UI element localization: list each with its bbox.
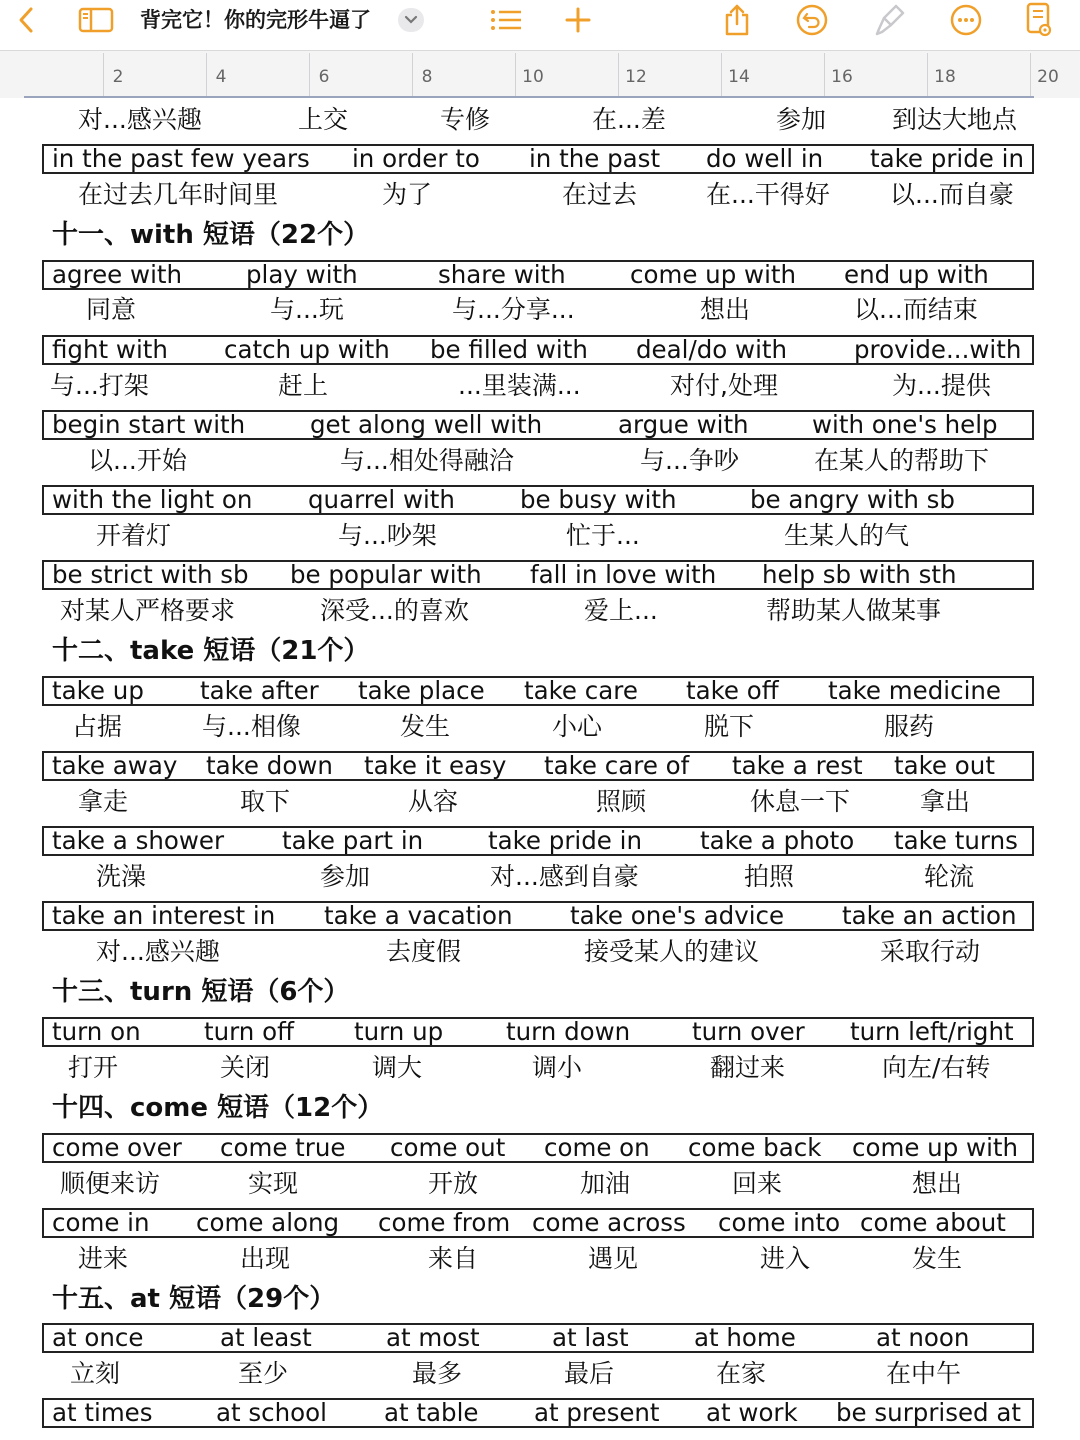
english-phrase: begin start with — [52, 410, 246, 439]
phrase-row-chinese — [42, 934, 1034, 964]
ruler-label: 20 — [1037, 67, 1059, 87]
chinese-meaning: 专修 — [440, 105, 491, 134]
english-phrase: come along — [196, 1208, 340, 1237]
chinese-meaning: 为了 — [382, 180, 433, 209]
chinese-meaning: 以...而结束 — [854, 295, 978, 324]
chinese-meaning: 出现 — [240, 1244, 291, 1273]
chinese-meaning: 对...感兴趣 — [96, 937, 220, 966]
english-phrase: in the past — [529, 144, 661, 173]
chinese-meaning: 拍照 — [744, 862, 795, 891]
english-phrase: at most — [386, 1323, 480, 1352]
english-phrase: at once — [52, 1323, 144, 1352]
phrase-row-english — [42, 1017, 1034, 1047]
english-phrase: in the past few years — [52, 144, 310, 173]
english-phrase: come from — [378, 1208, 511, 1237]
ruler-label: 6 — [318, 67, 330, 87]
chinese-meaning: 同意 — [86, 295, 137, 324]
phrase-row-english — [42, 260, 1034, 290]
english-phrase: fall in love with — [530, 560, 717, 589]
chinese-meaning: 与...相像 — [202, 712, 301, 741]
english-phrase: take an interest in — [52, 901, 276, 930]
english-phrase: get along well with — [310, 410, 543, 439]
ruler-tick — [721, 53, 722, 97]
english-phrase: at least — [220, 1323, 312, 1352]
english-phrase: take a rest — [732, 751, 863, 780]
chinese-meaning: 照顾 — [596, 787, 647, 816]
english-phrase: take a shower — [52, 826, 225, 855]
english-phrase: with the light on — [52, 485, 253, 514]
section-heading: 十五、at 短语（29个） — [52, 1284, 336, 1314]
document-title[interactable]: 背完它！你的完形牛逼了 — [140, 8, 371, 32]
chinese-meaning: 服药 — [884, 712, 935, 741]
chinese-meaning: 关闭 — [220, 1053, 271, 1082]
english-phrase: take away — [52, 751, 178, 780]
chinese-meaning: 来自 — [428, 1244, 479, 1273]
chinese-meaning: 开着灯 — [96, 521, 172, 550]
english-phrase: at present — [534, 1398, 660, 1427]
chinese-meaning: 在过去几年时间里 — [78, 180, 279, 209]
phrase-row-english — [42, 410, 1034, 440]
phrase-row-english — [42, 335, 1034, 365]
english-phrase: deal/do with — [636, 335, 788, 364]
ruler-tick — [1030, 53, 1031, 97]
english-phrase: be filled with — [430, 335, 588, 364]
phrase-row-english — [42, 1133, 1034, 1163]
chinese-meaning: 在中午 — [886, 1359, 962, 1388]
chinese-meaning: 到达大地点 — [892, 105, 1018, 134]
english-phrase: come on — [544, 1133, 650, 1162]
chinese-meaning: 在...干得好 — [706, 180, 830, 209]
english-phrase: come across — [532, 1208, 686, 1237]
english-phrase: turn on — [52, 1017, 141, 1046]
section-heading: 十二、take 短语（21个） — [52, 636, 370, 666]
plus-icon[interactable] — [560, 0, 596, 40]
english-phrase: come out — [390, 1133, 506, 1162]
english-phrase: take care of — [544, 751, 690, 780]
ruler-label: 2 — [112, 67, 124, 87]
ruler-label: 14 — [728, 67, 750, 87]
english-phrase: take up — [52, 676, 144, 705]
english-phrase: in order to — [352, 144, 480, 173]
english-phrase: take care — [524, 676, 638, 705]
english-phrase: fight with — [52, 335, 168, 364]
ruler-tick — [103, 53, 104, 97]
chinese-meaning: 打开 — [68, 1053, 119, 1082]
chevron-down-icon[interactable] — [398, 8, 424, 32]
phrase-row-chinese — [42, 1356, 1034, 1386]
chinese-meaning: 帮助某人做某事 — [766, 596, 942, 625]
share-icon[interactable] — [718, 0, 756, 40]
chinese-meaning: 轮流 — [924, 862, 975, 891]
chinese-meaning: 洗澡 — [96, 862, 147, 891]
document-icon[interactable] — [1020, 0, 1058, 40]
ruler-tick — [824, 53, 825, 97]
english-phrase: agree with — [52, 260, 183, 289]
chinese-meaning: 进来 — [78, 1244, 129, 1273]
chinese-meaning: 调小 — [532, 1053, 583, 1082]
undo-icon[interactable] — [792, 0, 832, 40]
ruler-label: 10 — [522, 67, 544, 87]
english-phrase: take down — [206, 751, 333, 780]
ruler-tick — [618, 53, 619, 97]
english-phrase: quarrel with — [308, 485, 455, 514]
chinese-meaning: 以...而自豪 — [890, 180, 1014, 209]
english-phrase: come up with — [852, 1133, 1019, 1162]
chinese-meaning: 在过去 — [562, 180, 638, 209]
english-phrase: come true — [220, 1133, 346, 1162]
ruler-label: 4 — [215, 67, 227, 87]
english-phrase: take off — [686, 676, 779, 705]
chinese-meaning: 深受...的喜欢 — [320, 596, 469, 625]
ruler-tick — [412, 53, 413, 97]
ruler-tick — [309, 53, 310, 97]
english-phrase: do well in — [706, 144, 824, 173]
chinese-meaning: 占据 — [72, 712, 123, 741]
chinese-meaning: 在某人的帮助下 — [814, 446, 990, 475]
chinese-meaning: 与...打架 — [50, 371, 149, 400]
section-heading: 十四、come 短语（12个） — [52, 1093, 384, 1123]
chinese-meaning: 遇见 — [588, 1244, 639, 1273]
english-phrase: take an action — [842, 901, 1017, 930]
english-phrase: at school — [216, 1398, 327, 1427]
chinese-meaning: 对...感到自豪 — [490, 862, 639, 891]
english-phrase: be angry with sb — [750, 485, 955, 514]
ruler-label: 18 — [934, 67, 956, 87]
chinese-meaning: 对某人严格要求 — [60, 596, 236, 625]
chinese-meaning: 拿出 — [920, 787, 971, 816]
chevron-left-icon[interactable] — [8, 0, 44, 40]
chinese-meaning: 赶上 — [278, 371, 329, 400]
phrase-row-chinese — [42, 518, 1034, 548]
chinese-meaning: 与...玩 — [270, 295, 344, 324]
english-phrase: at home — [694, 1323, 796, 1352]
ruler-baseline — [24, 96, 1034, 98]
chinese-meaning: 加油 — [580, 1169, 631, 1198]
english-phrase: provide...with — [854, 335, 1022, 364]
ruler-tick — [206, 53, 207, 97]
chinese-meaning: 最后 — [564, 1359, 615, 1388]
english-phrase: come over — [52, 1133, 182, 1162]
english-phrase: take pride in — [488, 826, 642, 855]
english-phrase: take out — [894, 751, 995, 780]
english-phrase: be popular with — [290, 560, 482, 589]
phrase-row-chinese — [42, 709, 1034, 739]
ruler-tick — [515, 53, 516, 97]
english-phrase: share with — [438, 260, 566, 289]
english-phrase: with one's help — [812, 410, 998, 439]
english-phrase: take a photo — [700, 826, 855, 855]
chinese-meaning: 从容 — [408, 787, 459, 816]
chinese-meaning: 想出 — [912, 1169, 963, 1198]
chinese-meaning: 立刻 — [70, 1359, 121, 1388]
chinese-meaning: 生某人的气 — [784, 521, 910, 550]
english-phrase: take a vacation — [324, 901, 513, 930]
chinese-meaning: 发生 — [912, 1244, 963, 1273]
chinese-meaning: 上交 — [298, 105, 349, 134]
phrase-row-english — [42, 485, 1034, 515]
chinese-meaning: 忙于... — [566, 521, 640, 550]
chinese-meaning: 回来 — [732, 1169, 783, 1198]
chinese-meaning: 最多 — [412, 1359, 463, 1388]
english-phrase: turn over — [692, 1017, 805, 1046]
ruler-tick — [927, 53, 928, 97]
chinese-meaning: 向左/右转 — [882, 1053, 991, 1082]
english-phrase: come back — [688, 1133, 822, 1162]
brush-icon[interactable] — [870, 0, 910, 40]
phrase-row-chinese — [42, 177, 1034, 207]
chinese-meaning: 与...相处得融洽 — [340, 446, 514, 475]
phrase-row-chinese — [42, 1050, 1034, 1080]
chinese-meaning: 采取行动 — [880, 937, 981, 966]
chinese-meaning: 与...吵架 — [338, 521, 437, 550]
phrase-row-english — [42, 560, 1034, 590]
chinese-meaning: 在家 — [716, 1359, 767, 1388]
chinese-meaning: 发生 — [400, 712, 451, 741]
english-phrase: at times — [52, 1398, 153, 1427]
chinese-meaning: 开放 — [428, 1169, 479, 1198]
phrase-row-chinese — [42, 443, 1034, 473]
phrase-row-chinese — [42, 1166, 1034, 1196]
chinese-meaning: 实现 — [248, 1169, 299, 1198]
phrase-row-english — [42, 901, 1034, 931]
chinese-meaning: 去度假 — [386, 937, 462, 966]
chinese-meaning: 脱下 — [704, 712, 755, 741]
chinese-meaning: ...里装满... — [458, 371, 581, 400]
chinese-meaning: 接受某人的建议 — [584, 937, 760, 966]
chinese-meaning: 想出 — [700, 295, 751, 324]
chinese-meaning: 爱上... — [584, 596, 658, 625]
english-phrase: be surprised at — [836, 1398, 1022, 1427]
chinese-meaning: 至少 — [238, 1359, 289, 1388]
chinese-meaning: 调大 — [372, 1053, 423, 1082]
english-phrase: be strict with sb — [52, 560, 249, 589]
english-phrase: take turns — [894, 826, 1018, 855]
phrase-row-english — [42, 1398, 1034, 1428]
phrase-row-english — [42, 751, 1034, 781]
english-phrase: turn left/right — [850, 1017, 1014, 1046]
english-phrase: take pride in — [870, 144, 1024, 173]
phrase-row-english — [42, 826, 1034, 856]
phrase-row-chinese — [42, 859, 1034, 889]
phrase-row-english — [42, 1323, 1034, 1353]
section-heading: 十三、turn 短语（6个） — [52, 977, 350, 1007]
english-phrase: help sb with sth — [762, 560, 957, 589]
chinese-meaning: 小心 — [552, 712, 603, 741]
english-phrase: play with — [246, 260, 358, 289]
chinese-meaning: 为...提供 — [892, 371, 991, 400]
ruler-label: 12 — [625, 67, 647, 87]
section-heading: 十一、with 短语（22个） — [52, 220, 370, 250]
phrase-row-english — [42, 676, 1034, 706]
chinese-meaning: 拿走 — [78, 787, 129, 816]
chinese-meaning: 休息一下 — [750, 787, 851, 816]
english-phrase: at table — [384, 1398, 479, 1427]
phrase-row-chinese — [42, 784, 1034, 814]
phrase-row-english — [42, 1208, 1034, 1238]
phrase-row-chinese — [42, 292, 1034, 322]
phrase-row-english — [42, 144, 1034, 174]
more-icon[interactable] — [946, 0, 986, 40]
english-phrase: turn up — [354, 1017, 444, 1046]
chinese-meaning: 在...差 — [592, 105, 666, 134]
chinese-meaning: 与...争吵 — [640, 446, 739, 475]
ruler[interactable] — [0, 50, 1080, 98]
english-phrase: turn off — [204, 1017, 294, 1046]
chinese-meaning: 参加 — [776, 105, 827, 134]
english-phrase: take it easy — [364, 751, 507, 780]
sidebar-icon[interactable] — [76, 0, 116, 40]
ruler-label: 16 — [831, 67, 853, 87]
english-phrase: at last — [552, 1323, 629, 1352]
phrase-row-chinese — [42, 102, 1034, 132]
english-phrase: come about — [860, 1208, 1006, 1237]
phrase-row-chinese — [42, 368, 1034, 398]
chinese-meaning: 顺便来访 — [60, 1169, 161, 1198]
english-phrase: at work — [706, 1398, 798, 1427]
chinese-meaning: 对...感兴趣 — [78, 105, 202, 134]
english-phrase: turn down — [506, 1017, 631, 1046]
english-phrase: take one's advice — [570, 901, 785, 930]
english-phrase: catch up with — [224, 335, 390, 364]
english-phrase: end up with — [844, 260, 989, 289]
english-phrase: take place — [358, 676, 485, 705]
chinese-meaning: 与...分享... — [452, 295, 575, 324]
english-phrase: at noon — [876, 1323, 970, 1352]
english-phrase: take medicine — [828, 676, 1001, 705]
chinese-meaning: 取下 — [240, 787, 291, 816]
english-phrase: come up with — [630, 260, 797, 289]
english-phrase: take after — [200, 676, 319, 705]
chinese-meaning: 翻过来 — [710, 1053, 786, 1082]
english-phrase: argue with — [618, 410, 749, 439]
chinese-meaning: 参加 — [320, 862, 371, 891]
phrase-row-chinese — [42, 593, 1034, 623]
ruler-label: 8 — [421, 67, 433, 87]
english-phrase: come into — [718, 1208, 841, 1237]
list-icon[interactable] — [486, 0, 526, 40]
toolbar — [0, 0, 1080, 50]
phrase-row-chinese — [42, 1241, 1034, 1271]
chinese-meaning: 以...开始 — [88, 446, 187, 475]
english-phrase: come in — [52, 1208, 150, 1237]
english-phrase: take part in — [282, 826, 424, 855]
chinese-meaning: 对付,处理 — [670, 371, 778, 400]
english-phrase: be busy with — [520, 485, 677, 514]
chinese-meaning: 进入 — [760, 1244, 811, 1273]
